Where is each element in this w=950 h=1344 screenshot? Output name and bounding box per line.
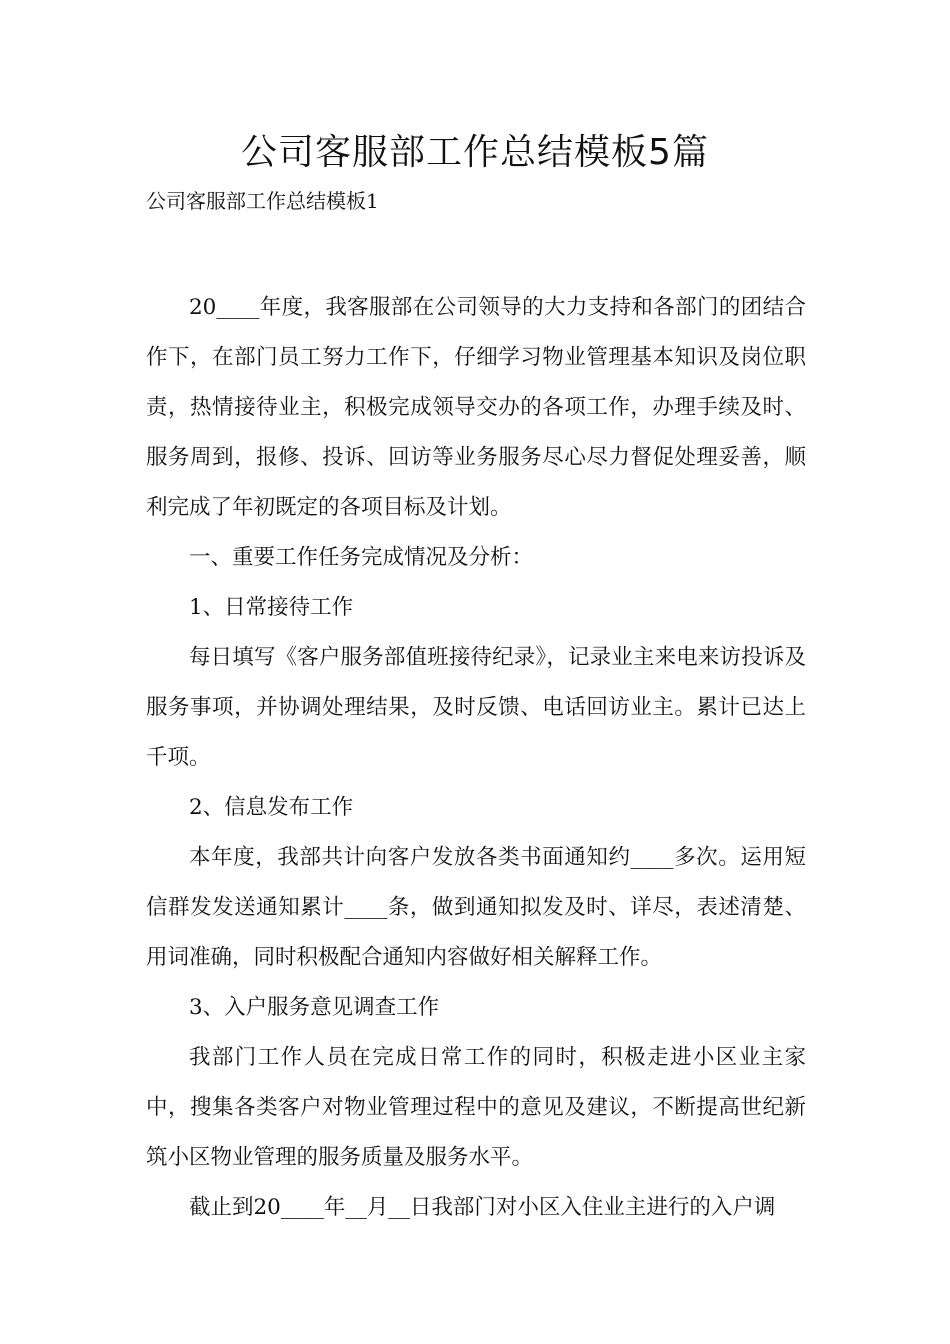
document-body xyxy=(146,283,806,1233)
subheading-home-survey: 3、入户服务意见调查工作 xyxy=(189,995,440,1020)
document-subtitle: 公司客服部工作总结模板1 xyxy=(146,189,379,213)
section-heading-main-tasks: 一、重要工作任务完成情况及分析： xyxy=(189,545,534,570)
paragraph-intro: 20____年度，我客服部在公司领导的大力支持和各部门的团结合作下，在部门员工努力工作下，仔细学习物业管理基本知识及岗位职责，热情接待业主，积极完成领导交办的各项工作，办理手续及时、服务周到，报修、投诉、回访等业务服务尽心尽力督促处理妥善，顺利完成了年初既定的各项目标及计划。 xyxy=(146,295,806,520)
paragraph-survey-cutoff: 截止到20____年__月__日我部门对小区入住业主进行的入户调 xyxy=(189,1195,776,1220)
paragraph-information-release: 本年度，我部共计向客户发放各类书面通知约____多次。运用短信群发发送通知累计____条，做到通知拟发及时、详尽，表述清楚、用词准确，同时积极配合通知内容做好相关解释工作。 xyxy=(146,845,806,970)
paragraph-daily-reception: 每日填写《客户服务部值班接待纪录》，记录业主来电来访投诉及服务事项，并协调处理结果，及时反馈、电话回访业主。累计已达上千项。 xyxy=(146,645,806,770)
subheading-information-release: 2、信息发布工作 xyxy=(189,795,354,820)
paragraph-home-survey: 我部门工作人员在完成日常工作的同时，积极走进小区业主家中，搜集各类客户对物业管理过程中的意见及建议，不断提高世纪新筑小区物业管理的服务质量及服务水平。 xyxy=(146,1045,806,1170)
document-title: 公司客服部工作总结模板5篇 xyxy=(241,132,709,173)
subheading-daily-reception: 1、日常接待工作 xyxy=(189,595,354,620)
